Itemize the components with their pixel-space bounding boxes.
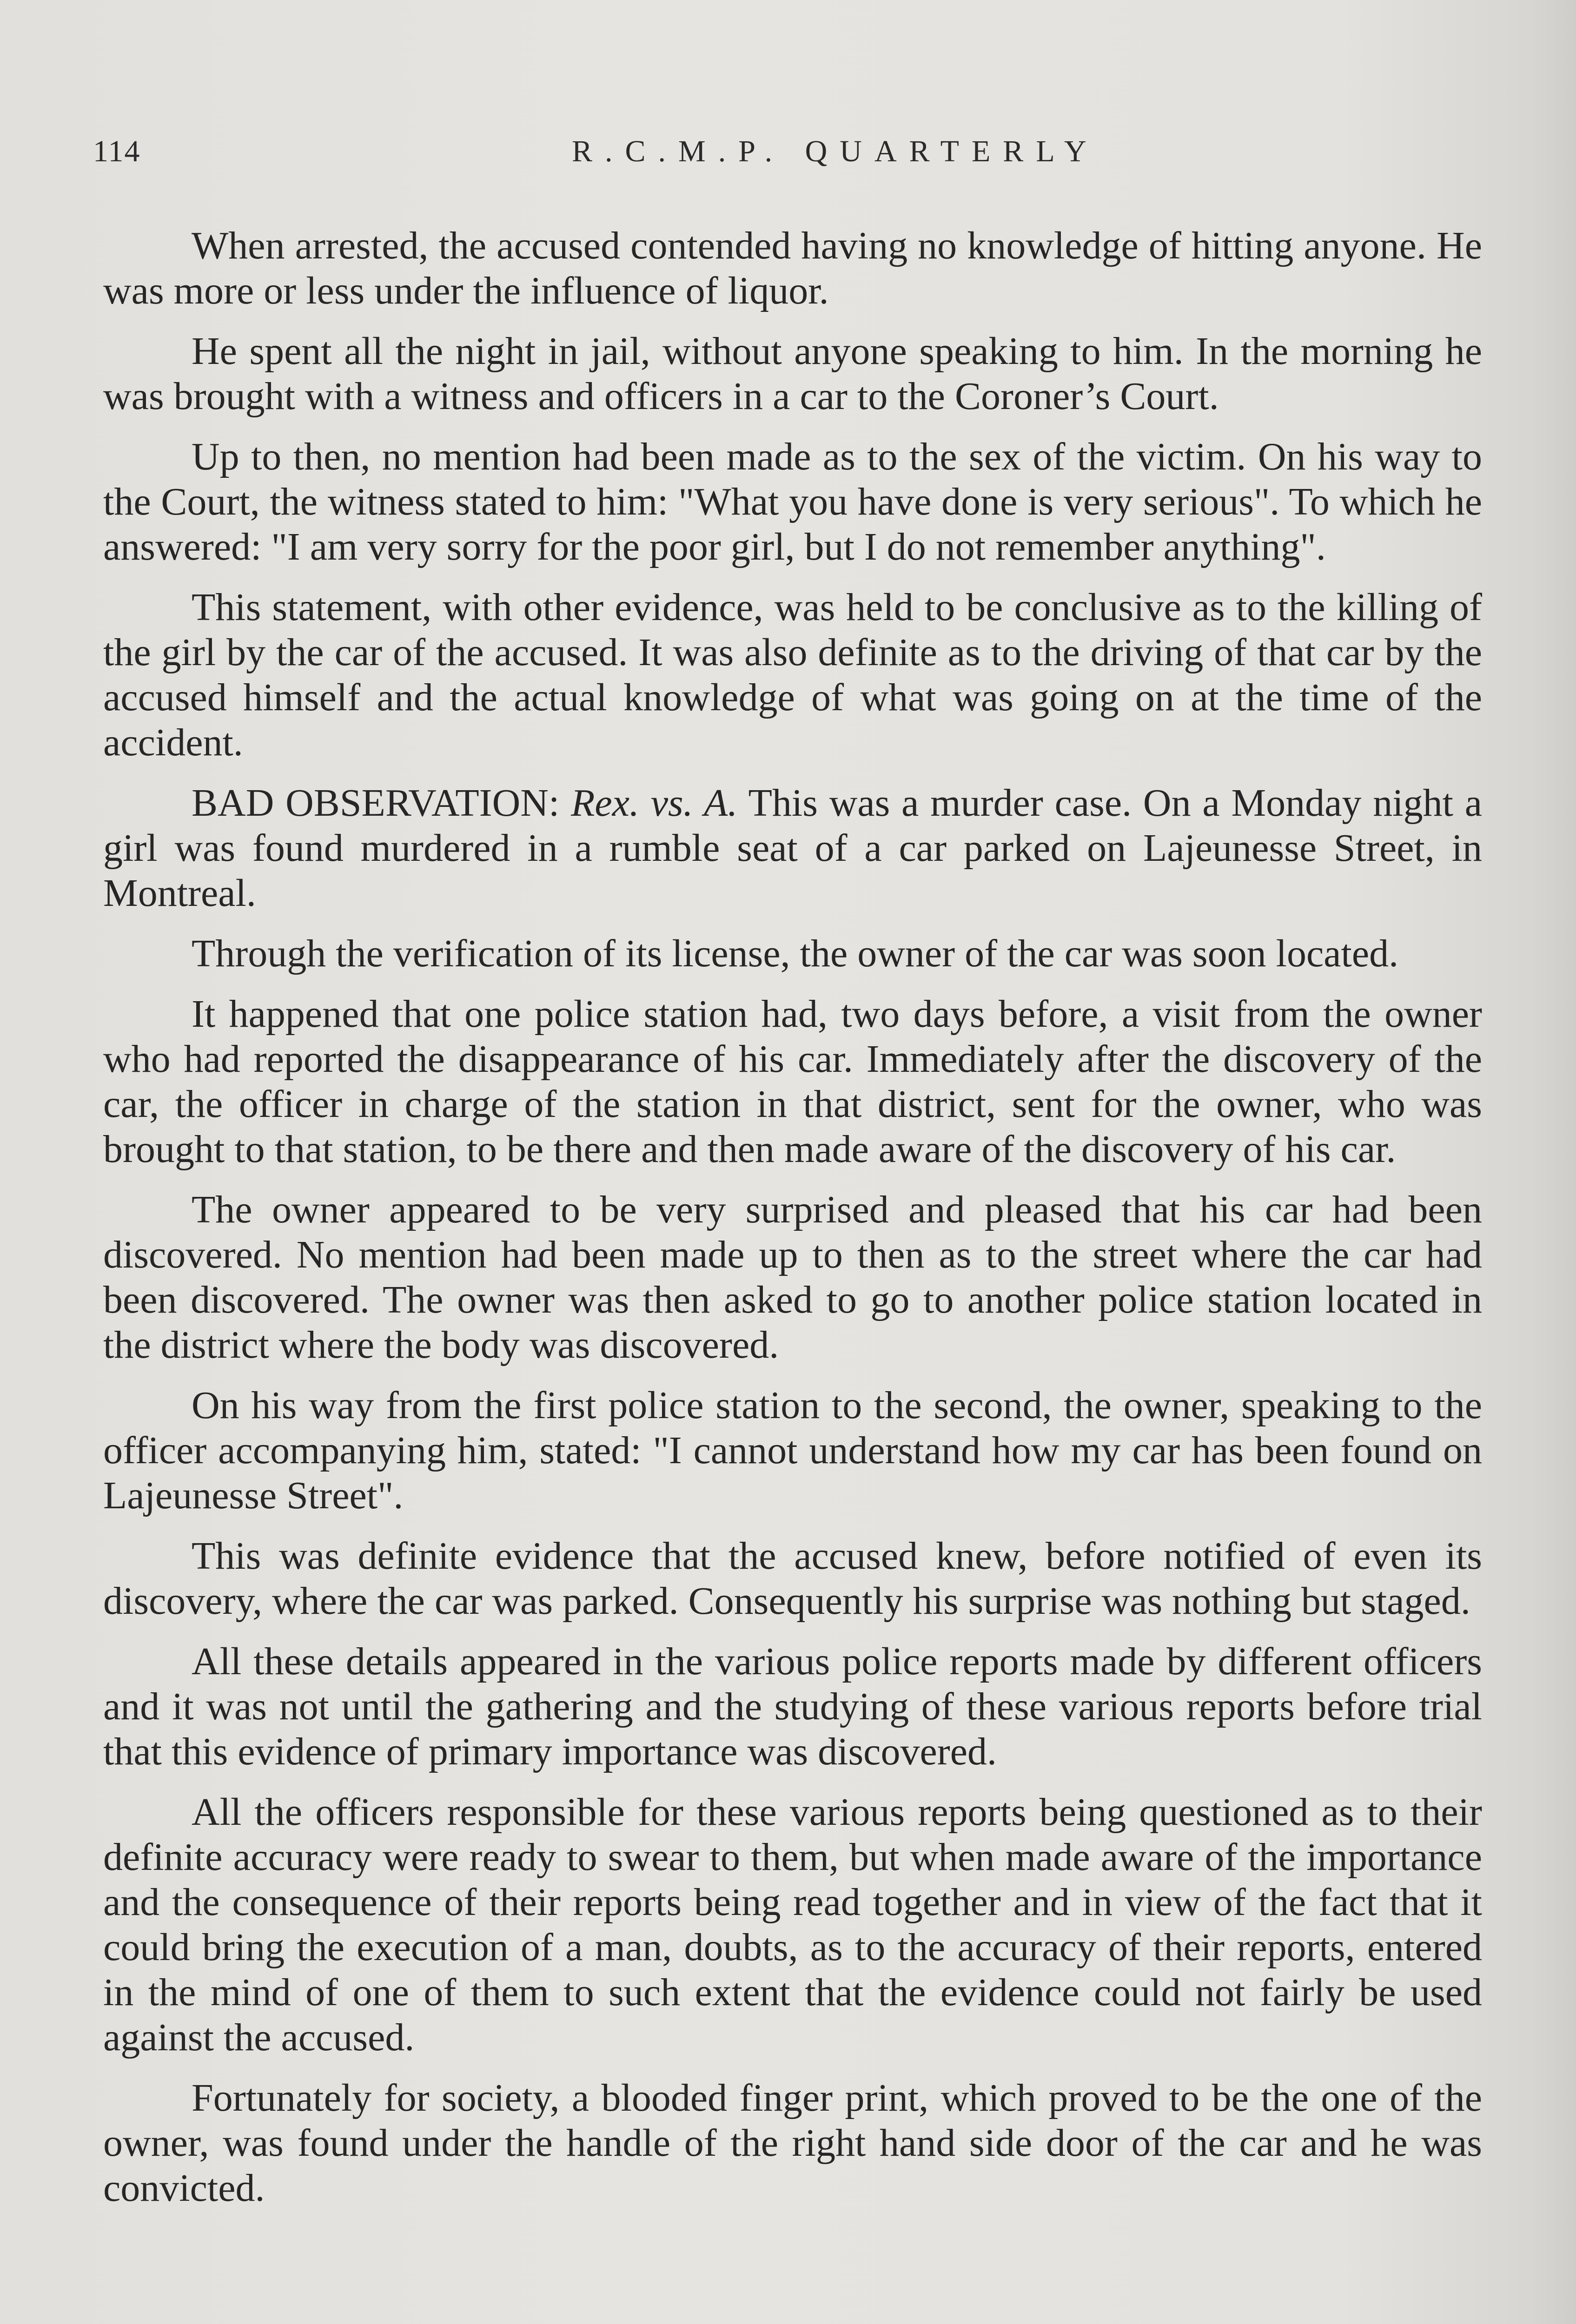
paragraph-statement: This statement, with other evidence, was held to be conclusive as to the killing of the girl by the car of the accused. It was also definite as to the driving of that car by the accused himself and the actual knowledge of what was going on at the time of the accident. <box>103 586 1482 764</box>
paragraph-arrest: When arrested, the accused contended having no knowledge of hitting anyone. He was more or less under the influence of liquor. <box>103 224 1482 312</box>
paragraph-bad-observation: BAD OBSERVATION: Rex. vs. A. This was a murder case. On a Monday night a girl was found murdered in a rumble seat of a car parked on Lajeunesse Street, in Montreal. <box>103 781 1482 915</box>
paragraph-police-reports: All these details appeared in the various police reports made by different officers and it was not until the gathering and the studying of these various reports before trial that this evidence of primary importance was discovered. <box>103 1640 1482 1773</box>
paragraph-definite-evidence: This was definite evidence that the accused knew, before notified of even its discovery, where the car was parked. Consequently his surprise was nothing but staged. <box>103 1534 1482 1623</box>
paragraph-witness: Up to then, no mention had been made as to the sex of the victim. On his way to the Court, the witness stated to him: "What you have done is very serious". To which he answered: "I am very sorry for the poor girl, but I do not remember anything". <box>103 435 1482 568</box>
paragraph-owner-surprised: The owner appeared to be very surprised and pleased that his car had been discovered. No mention had been made up to then as to the street where the car had been discovered. The owner was then asked to go to another police station located in the district where the body was discovered. <box>103 1188 1482 1367</box>
section-lead: BAD OBSERVATION: <box>192 781 571 825</box>
paragraph-license: Through the verification of its license, the owner of the car was soon located. <box>192 932 1399 975</box>
article-body <box>103 223 1482 2226</box>
paragraph-jail: He spent all the night in jail, without anyone speaking to him. In the morning he was brought with a witness and officers in a car to the Coroner’s Court. <box>103 330 1482 418</box>
page-header <box>93 125 1483 181</box>
paragraph-finger-print: Fortunately for society, a blooded finger print, which proved to be the one of the owner, was found under the handle of the right hand side door of the car and he was convicted. <box>103 2076 1482 2210</box>
paragraph-police-station: It happened that one police station had, two days before, a visit from the owner who had reported the disappearance of his car. Immediately after the discovery of the car, the officer in charge of the station in that district, sent for the owner, who was brought to that station, to be there and then made aware of the discovery of his car. <box>103 992 1482 1171</box>
page-number: 114 <box>93 134 141 168</box>
running-head: R.C.M.P. QUARTERLY <box>572 134 1099 168</box>
paragraph-owner-statement: On his way from the first police station to the second, the owner, speaking to the officer accompanying him, stated: "I cannot understand how my car has been found on Lajeunesse Street". <box>103 1384 1482 1517</box>
paragraph-officers-doubts: All the officers responsible for these various reports being questioned as to their definite accuracy were ready to swear to them, but when made aware of the importance and the consequence of their reports being read together and in view of the fact that it could bring the execution of a man, doubts, as to the accuracy of their reports, entered in the mind of one of them to such extent that the evidence could not fairly be used against the accused. <box>103 1790 1482 2059</box>
case-citation: Rex. vs. A. <box>571 781 738 825</box>
